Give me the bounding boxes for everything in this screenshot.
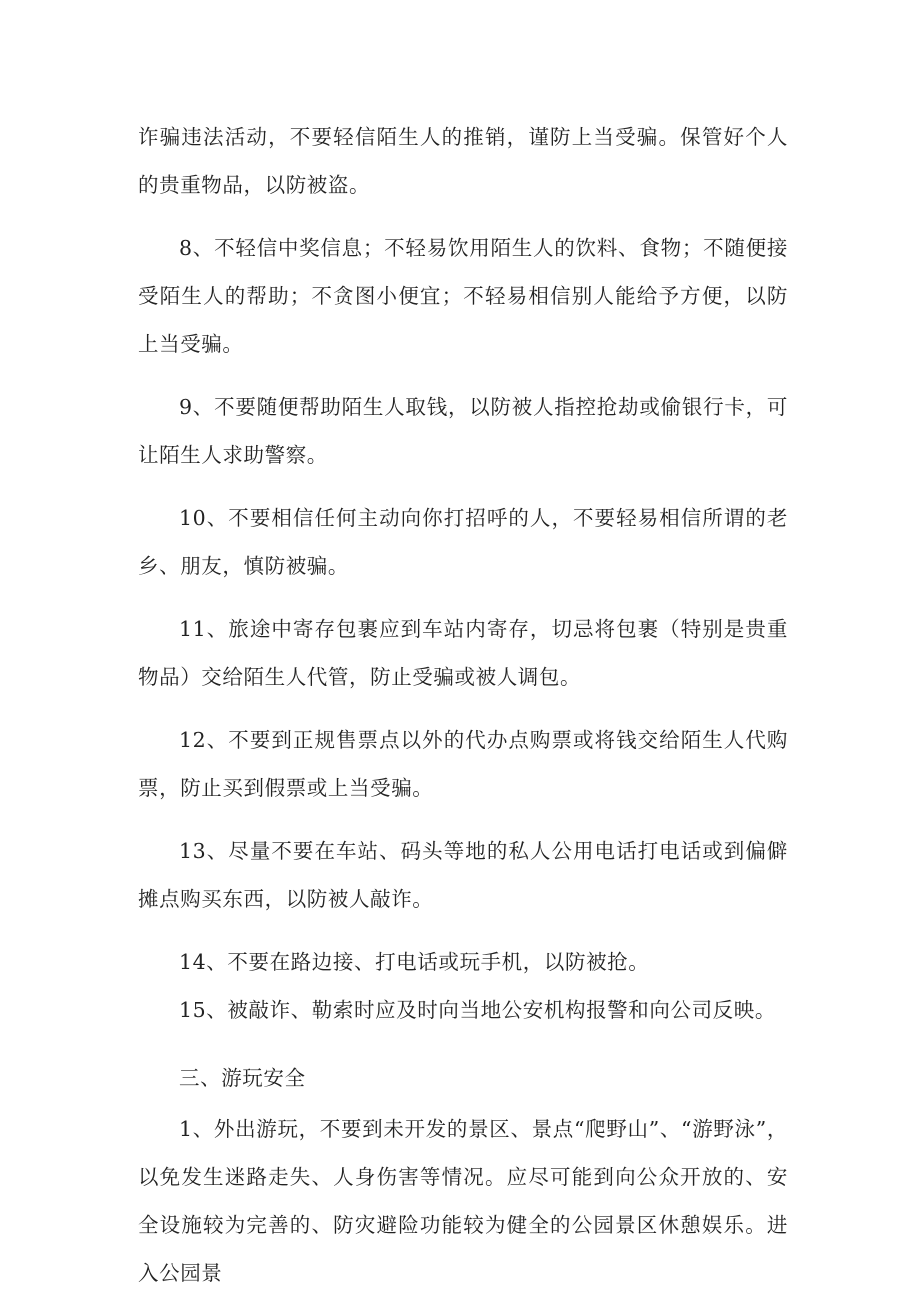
paragraph-item-14: 14、不要在路边接、打电话或玩手机，以防被抢。 [179,950,650,974]
section-heading-play-safety: 三、游玩安全 [179,1066,306,1090]
paragraph-continued: 诈骗违法活动，不要轻信陌生人的推销，谨防上当受骗。保管好个人的贵重物品，以防被盗。 [138,125,788,197]
paragraph-item-10: 10、不要相信任何主动向你打招呼的人，不要轻易相信所谓的老乡、朋友，慎防被骗。 [138,506,788,578]
paragraph-section3-item-1: 1、外出游玩，不要到未开发的景区、景点“爬野山”、“游野泳”，以免发生迷路走失、人身伤害等情况。应尽可能到向公众开放的、安全设施较为完善的、防灾避险功能较为健全的公园景区休憩娱乐。进入公园景 [138,1117,788,1285]
paragraph-item-11: 11、旅途中寄存包裹应到车站内寄存，切忌将包裹（特别是贵重物品）交给陌生人代管，防止受骗或被人调包。 [138,617,788,689]
paragraph-item-9: 9、不要随便帮助陌生人取钱，以防被人指控抢劫或偷银行卡，可让陌生人求助警察。 [138,395,788,467]
paragraph-item-13: 13、尽量不要在车站、码头等地的私人公用电话打电话或到偏僻摊点购买东西，以防被人敲诈。 [138,839,788,911]
paragraph-item-8: 8、不轻信中奖信息；不轻易饮用陌生人的饮料、食物；不随便接受陌生人的帮助；不贪图小便宜；不轻易相信别人能给予方便，以防上当受骗。 [138,236,788,356]
paragraph-item-15: 15、被敲诈、勒索时应及时向当地公安机构报警和向公司反映。 [179,998,776,1022]
paragraph-item-12: 12、不要到正规售票点以外的代办点购票或将钱交给陌生人代购票，防止买到假票或上当受骗。 [138,728,788,800]
document-body [138,113,788,1312]
